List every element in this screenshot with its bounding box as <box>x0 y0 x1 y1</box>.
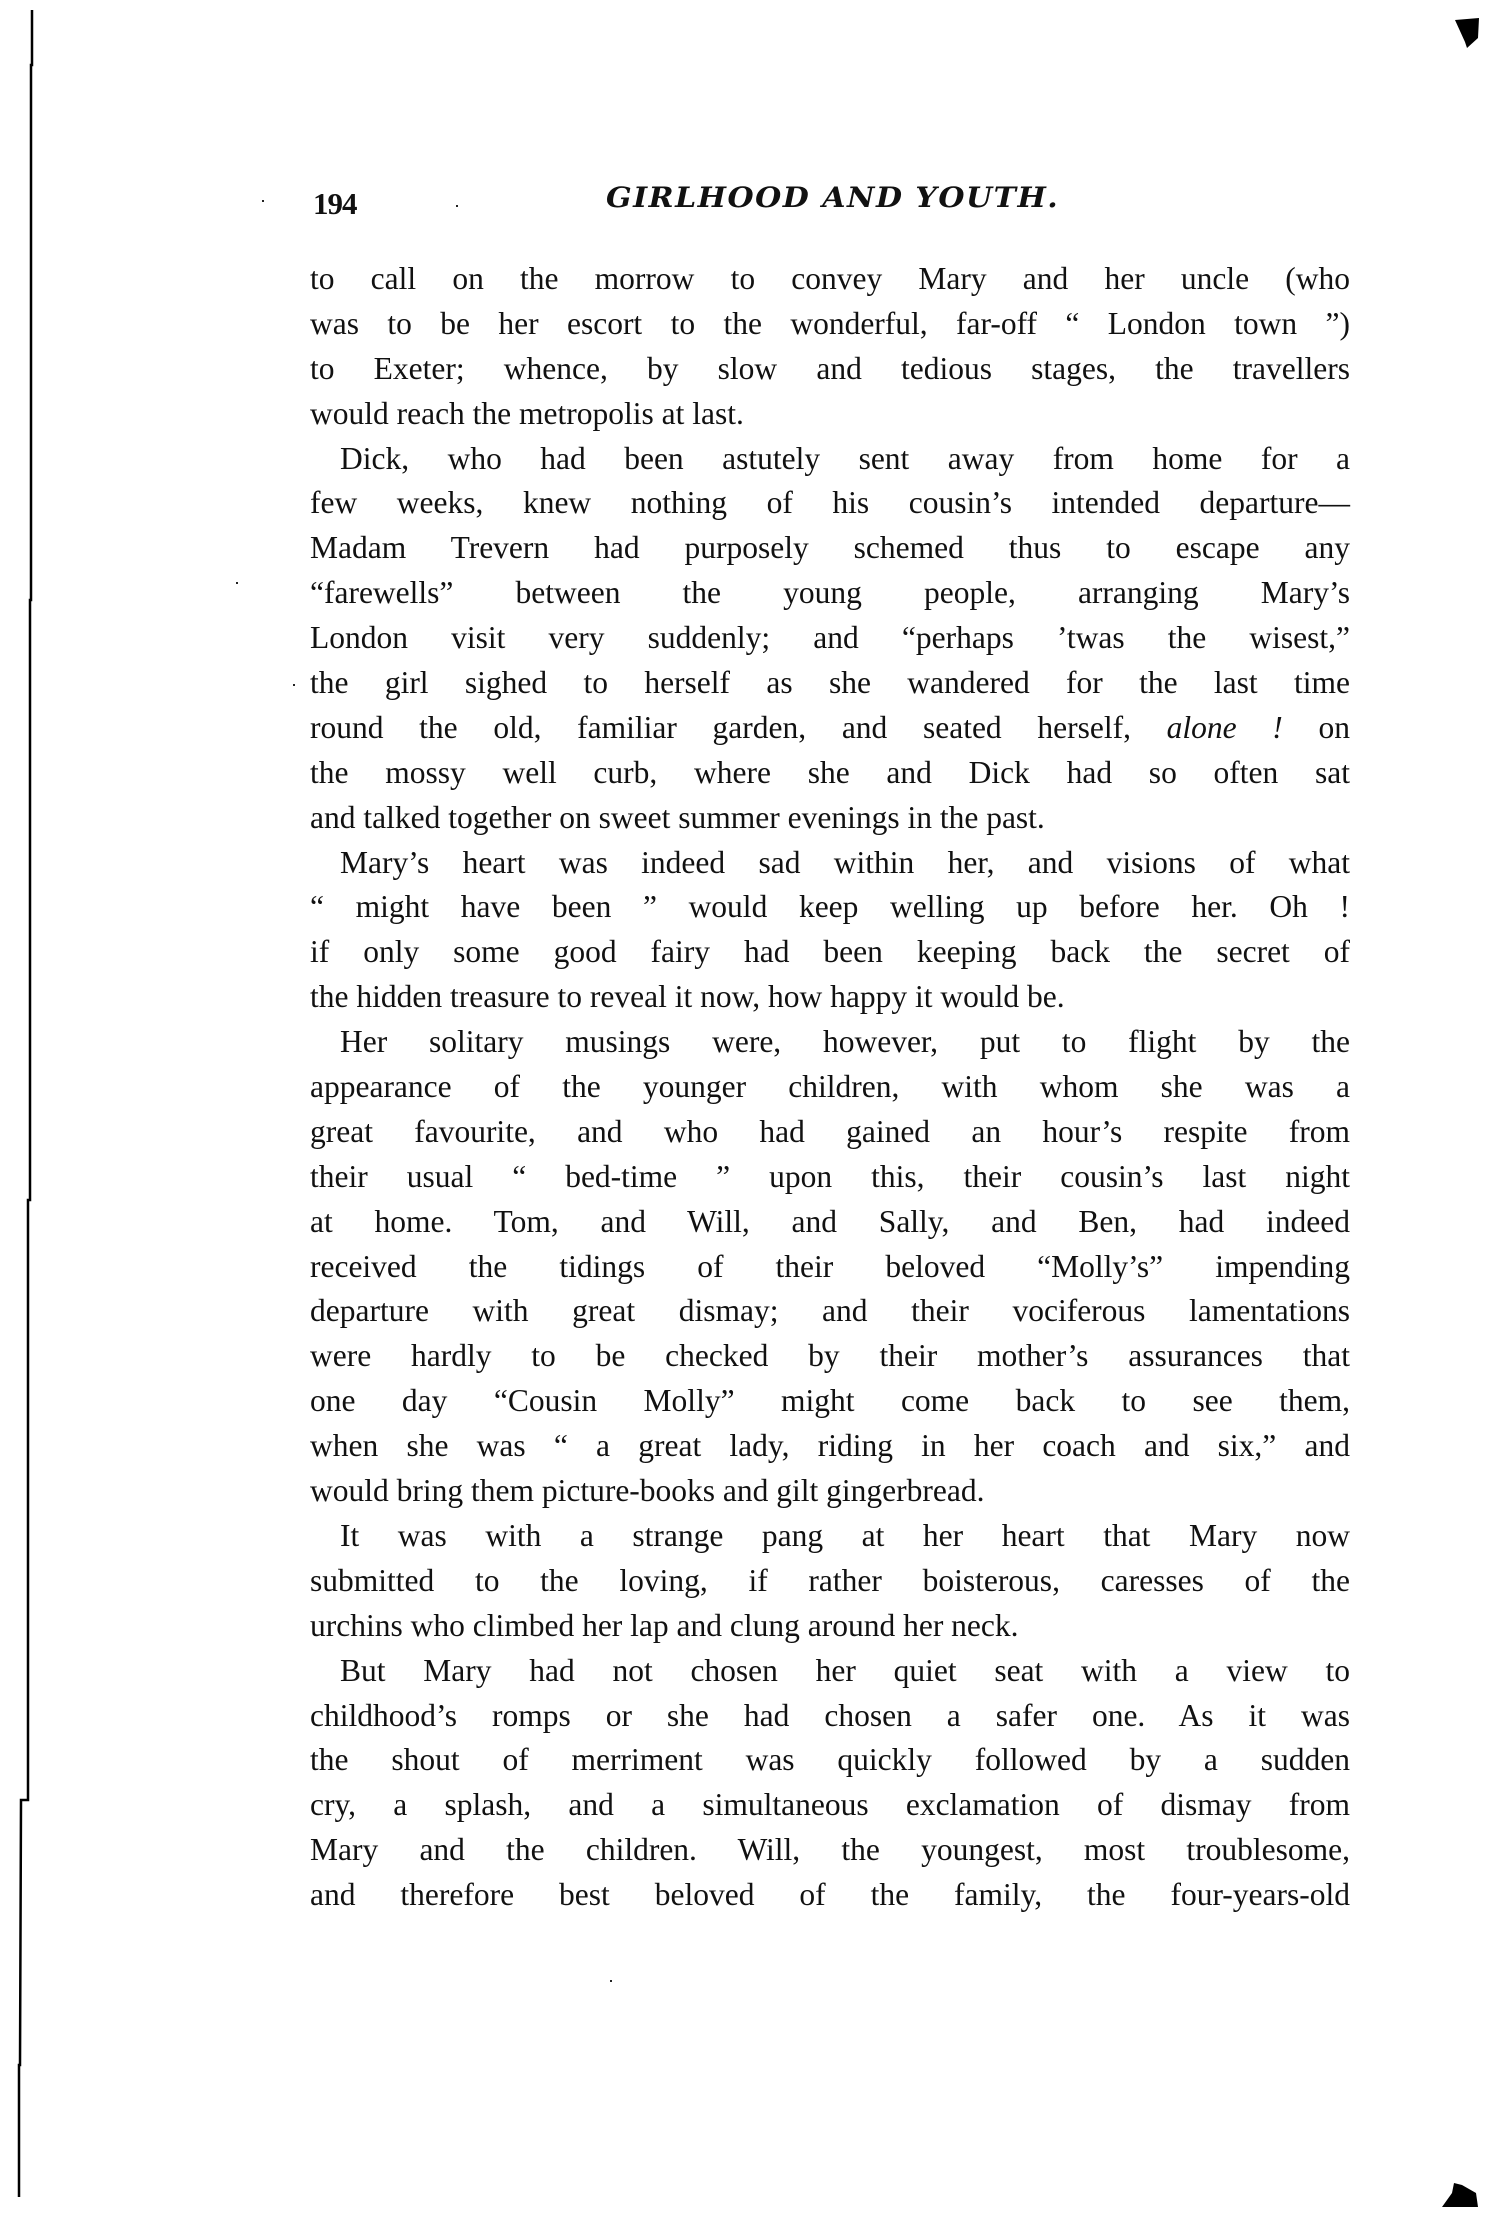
text-line: the shout of merriment was quickly followed by a sudden <box>310 1742 1350 1778</box>
text-line: It was with a strange pang at her heart that Mary now <box>340 1517 1350 1553</box>
text-line: to Exeter; whence, by slow and tedious stages, the travellers <box>310 350 1350 386</box>
text-line: Her solitary musings were, however, put to flight by the <box>340 1024 1350 1060</box>
text-line: appearance of the younger children, with whom she was a <box>310 1069 1350 1105</box>
scan-speck <box>262 200 264 202</box>
text-line: “ might have been ” would keep welling up before her. Oh ! <box>310 889 1350 925</box>
text-line: and talked together on sweet summer evenings in the past. <box>310 799 1045 835</box>
text-line: the girl sighed to herself as she wandered for the last time <box>310 665 1350 701</box>
text-line: Mary and the children. Will, the youngest, most troublesome, <box>310 1832 1350 1868</box>
text-line: their usual “ bed-time ” upon this, their cousin’s last night <box>310 1158 1350 1194</box>
text-line: were hardly to be checked by their mother’s assurances that <box>310 1338 1350 1374</box>
scan-speck <box>610 1980 612 1982</box>
text-line: “farewells” between the young people, arranging Mary’s <box>310 575 1350 611</box>
text-line: urchins who climbed her lap and clung around her neck. <box>310 1607 1019 1643</box>
text-line: Dick, who had been astutely sent away from home for a <box>340 440 1350 476</box>
text-line: Madam Trevern had purposely schemed thus to escape any <box>310 530 1350 566</box>
paragraph <box>310 1514 1350 1649</box>
paragraph <box>310 257 1350 437</box>
text-line: the hidden treasure to reveal it now, how happy it would be. <box>310 979 1065 1015</box>
text-line: cry, a splash, and a simultaneous exclamation of dismay from <box>310 1787 1350 1823</box>
corner-mark-top-icon <box>1455 18 1485 52</box>
text-line: one day “Cousin Molly” might come back to see them, <box>310 1383 1350 1419</box>
text-line: would bring them picture-books and gilt gingerbread. <box>310 1473 985 1509</box>
text-line: few weeks, knew nothing of his cousin’s intended departure— <box>310 485 1350 521</box>
body-text <box>310 257 1350 1918</box>
text-line: if only some good fairy had been keeping back the secret of <box>310 934 1350 970</box>
emphasized-text: alone ! <box>1166 709 1283 745</box>
text-line: and therefore best beloved of the family, the four-years-old <box>310 1877 1350 1913</box>
scan-speck <box>293 684 295 686</box>
text-line: Mary’s heart was indeed sad within her, and visions of what <box>340 844 1350 880</box>
text-line: round the old, familiar garden, and seated herself, alone ! on <box>310 709 1350 745</box>
running-head <box>310 182 1350 222</box>
text-line: at home. Tom, and Will, and Sally, and Ben, had indeed <box>310 1203 1350 1239</box>
text-line: great favourite, and who had gained an hour’s respite from <box>310 1113 1350 1149</box>
paragraph <box>310 841 1350 1021</box>
text-line: received the tidings of their beloved “Molly’s” impending <box>310 1248 1350 1284</box>
corner-mark-bottom-icon <box>1442 2183 1482 2211</box>
paragraph <box>310 1020 1350 1514</box>
text-line: when she was “ a great lady, riding in her coach and six,” and <box>310 1428 1350 1464</box>
text-line: London visit very suddenly; and “perhaps ’twas the wisest,” <box>310 620 1350 656</box>
paragraph <box>310 437 1350 841</box>
page-number: 194 <box>313 186 357 221</box>
scan-speck <box>236 582 238 584</box>
text-line: departure with great dismay; and their vociferous lamentations <box>310 1293 1350 1329</box>
text-line: would reach the metropolis at last. <box>310 395 744 431</box>
text-line: submitted to the loving, if rather boisterous, caresses of the <box>310 1562 1350 1598</box>
text-line: was to be her escort to the wonderful, far-off “ London town ”) <box>310 305 1350 341</box>
text-line: But Mary had not chosen her quiet seat with a view to <box>340 1652 1350 1688</box>
text-line: childhood’s romps or she had chosen a safer one. As it was <box>310 1697 1350 1733</box>
running-title: GIRLHOOD AND YOUTH. <box>606 182 1060 215</box>
text-line: the mossy well curb, where she and Dick had so often sat <box>310 754 1350 790</box>
binding-edge-line <box>0 0 40 2229</box>
text-line: to call on the morrow to convey Mary and her uncle (who <box>310 261 1350 296</box>
paragraph <box>310 1649 1350 1918</box>
